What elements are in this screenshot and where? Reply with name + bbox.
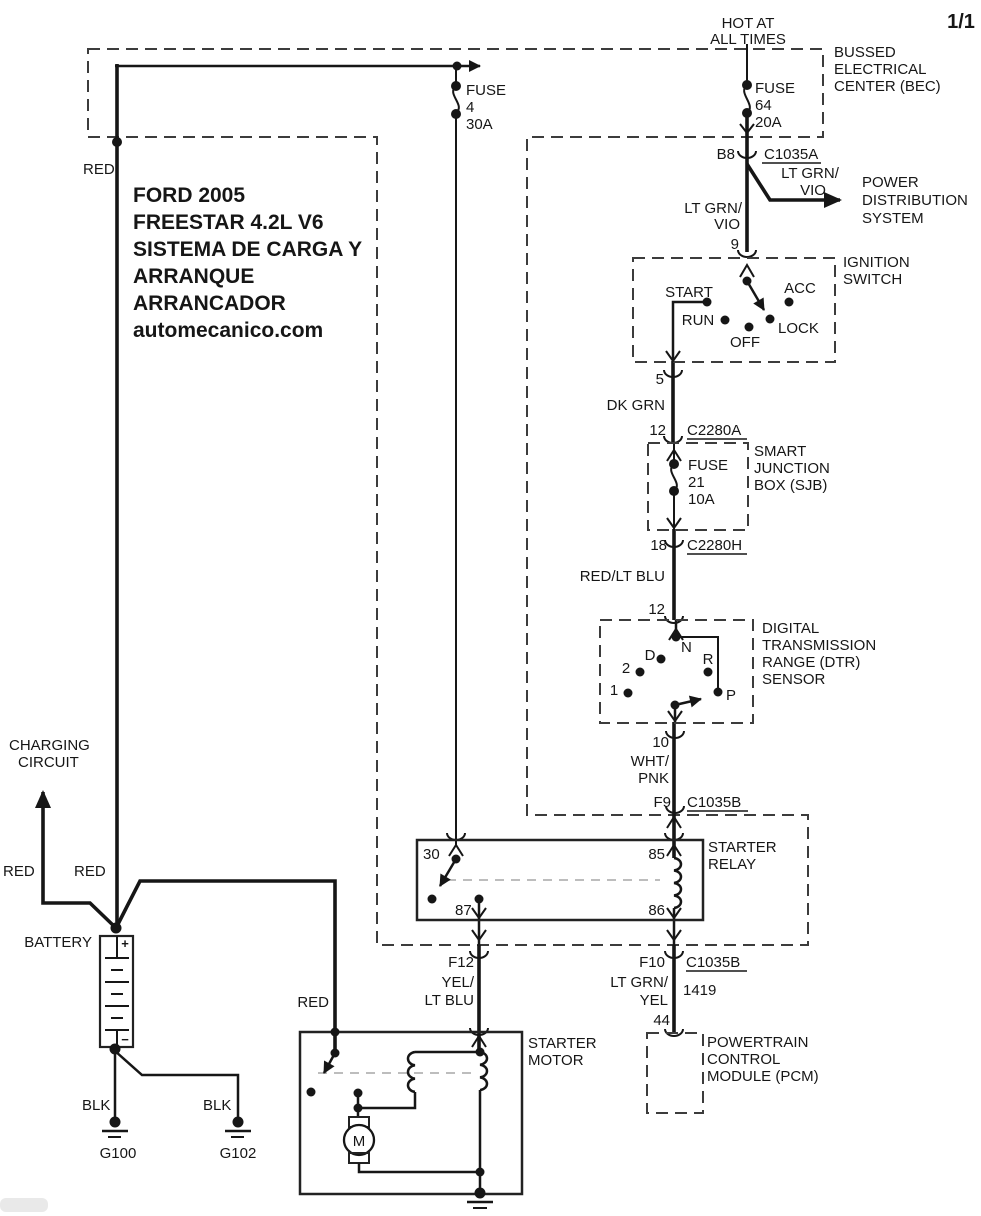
contact-dot [428,895,437,904]
fuse-terminal-dot [742,108,752,118]
power-dist-label: DISTRIBUTION [862,192,968,209]
title-line: FREESTAR 4.2L V6 [133,211,324,234]
wire-color-label: PNK [638,770,669,787]
holdin-coil-icon [480,1052,487,1090]
switch-pivot-dot [671,701,680,710]
ignition-switch [633,250,910,362]
contact-dot [354,1089,363,1098]
fuse4-label: FUSE [466,82,507,99]
component-name: IGNITION [843,254,910,271]
contact-label: P [726,687,737,704]
fuse-terminal-dot [451,109,461,119]
pin-label: F12 [448,954,474,971]
component-name: MOTOR [528,1052,584,1069]
battery [24,923,133,1055]
ground-g100 [82,1097,136,1162]
fuse-terminal-dot [669,486,679,496]
position-label: LOCK [778,320,819,337]
connector-name: C2280A [687,422,742,439]
pin-label: 12 [648,601,665,618]
ground-dot [110,1117,121,1128]
title-block [133,184,362,342]
charging-label: CHARGING [9,737,90,754]
fuse-terminal-dot [669,459,679,469]
ground-dot [233,1117,244,1128]
starter-motor [297,994,596,1208]
dtr-sensor [600,620,876,723]
connector-name: C1035B [687,794,742,811]
fuse4-label: 30A [466,116,493,133]
d-contact-dot [657,655,666,664]
fuse21-label: FUSE [688,457,729,474]
fuse21-label: 10A [688,491,715,508]
motor-letter: M [352,1133,366,1150]
battery-to-starter-wire [116,881,335,1053]
component-name: STARTER [528,1035,597,1052]
battery-minus: − [121,1032,129,1047]
bec-label: BUSSED [834,44,896,61]
wire-color-label: BLK [82,1097,111,1114]
acc-contact-dot [785,298,794,307]
entry-arrow-icon [740,265,754,277]
pin-label: 9 [730,236,739,253]
lock-contact-dot [766,315,775,324]
fuse64-label: 64 [755,97,772,114]
contact-label: 1 [609,682,619,699]
connector-name: C2280H [687,537,743,554]
switch-arm [747,281,764,310]
wire-color-label: RED [83,161,115,178]
component-name: STARTER [708,839,777,856]
component-name: POWERTRAIN [707,1034,809,1051]
fuse64 [755,80,795,131]
2-contact-dot [636,668,645,677]
junction-dot [331,1028,340,1037]
title-line: ARRANCADOR [133,292,286,315]
contact-label: 2 [621,660,631,677]
wire-color-label: DK GRN [606,397,665,414]
title-line: FORD 2005 [133,184,246,207]
contact-label: N [681,639,692,656]
component-name: TRANSMISSION [762,637,877,654]
1-contact-dot [624,689,633,698]
wire-color-label: VIO [714,216,740,233]
starter-relay [417,833,777,920]
connector-pin: B8 [716,146,735,163]
position-label: OFF [730,334,760,351]
pin-label: 30 [423,846,440,863]
switch-pivot-dot [331,1049,340,1058]
pin-label: 87 [455,902,472,919]
bec-label: ELECTRICAL [834,61,927,78]
contact-label: R [702,651,714,668]
component-name: DIGITAL [762,620,820,637]
junction-dot [111,923,122,934]
wire-color-label: RED [74,863,106,880]
position-label: RUN [681,312,715,329]
wire-color-label: YEL/ [441,974,474,991]
fuse4 [466,82,506,133]
fuse-terminal-dot [742,80,752,90]
pin-label: 12 [649,422,666,439]
battery-label: BATTERY [24,934,92,951]
pin-label: 10 [652,734,669,751]
junction-dot [476,1168,485,1177]
connector-name: C1035B [686,954,741,971]
component-name: CONTROL [707,1051,781,1068]
relay-contact-arm [440,859,456,886]
wire-color-label: VIO [800,182,826,199]
circuit-number: 1419 [683,982,717,999]
pcm-box [647,1033,703,1113]
coil-out-wire [358,1092,415,1108]
relay-coil-icon [674,858,681,908]
ground-g102 [203,1097,256,1162]
component-name: RELAY [708,856,757,873]
position-label: START [665,284,713,301]
wire-color-label: RED [297,994,329,1011]
component-name: RANGE (DTR) [762,654,861,671]
pin-label: 5 [655,371,664,388]
fuse64-label: FUSE [755,80,796,97]
title-line: SISTEMA DE CARGA Y [133,238,363,261]
contact-dot [307,1088,316,1097]
component-name: SMART [754,443,807,460]
pin30-dot [452,855,461,864]
pin-label: F10 [639,954,665,971]
contact-label: D [644,647,656,664]
junction-dot [112,137,122,147]
off-contact-dot [745,323,754,332]
fuse-terminal-dot [451,81,461,91]
pin-label: 85 [648,846,665,863]
wire-color-label: LT GRN/ [781,165,839,182]
ground-label: G100 [99,1145,137,1162]
component-name: SENSOR [762,671,826,688]
power-dist-label: SYSTEM [862,210,924,227]
component-name: JUNCTION [754,460,830,477]
junction-dot [476,1048,485,1057]
pullin-coil-icon [408,1052,415,1092]
wire-color-label: LT BLU [424,992,474,1009]
watermark-smudge [0,1198,48,1212]
ground-label: G102 [219,1145,257,1162]
fuse64-label: 20A [755,114,782,131]
sheet-number: 1/1 [947,11,975,33]
charging-circuit-wire [43,792,116,928]
pin87-dot [475,895,484,904]
switch-pivot-dot [743,277,752,286]
bec-label: CENTER (BEC) [834,78,941,95]
ground-dot [475,1188,486,1199]
wire-color-label: LT GRN/ [684,200,742,217]
hot-at-all-times-label [710,15,786,48]
charging-label: CIRCUIT [18,754,79,771]
r-contact-dot [704,668,713,677]
fuse21-label: 21 [688,474,705,491]
fuse4-label: 4 [466,99,475,116]
smart-junction-box [648,443,830,530]
junction-dot [453,62,462,71]
pin-label: 86 [648,902,665,919]
battery-cells-icon [105,936,129,1047]
wire-color-label: RED [3,863,35,880]
pin-label: 44 [653,1012,670,1029]
wire-color-label: RED/LT BLU [579,568,665,585]
component-name: SWITCH [843,271,903,288]
run-contact-dot [721,316,730,325]
n-contact-dot [672,633,681,642]
pin-label: 18 [650,537,667,554]
power-source-label: HOT AT [721,15,775,32]
title-line: ARRANQUE [133,265,255,288]
component-name: BOX (SJB) [754,477,828,494]
pcm [647,1029,819,1113]
power-distribution [781,165,968,227]
power-source-label: ALL TIMES [710,31,786,48]
connector-name: C1035A [764,146,819,163]
battery-plus: + [121,936,129,951]
p-contact-dot [714,688,723,697]
junction-dot [110,1044,121,1055]
position-label: ACC [784,280,816,297]
motor-ground-wire [359,1163,480,1172]
pin-label: F9 [653,794,671,811]
wire-color-label: BLK [203,1097,232,1114]
wire-color-label: WHT/ [630,753,669,770]
charging-circuit [3,737,90,880]
power-dist-label: POWER [862,174,919,191]
title-line: automecanico.com [133,319,324,342]
wire-color-label: LT GRN/ [610,974,668,991]
component-name: MODULE (PCM) [707,1068,819,1085]
wire-color-label: YEL [639,992,668,1009]
entry-arrow-icon [449,845,463,856]
